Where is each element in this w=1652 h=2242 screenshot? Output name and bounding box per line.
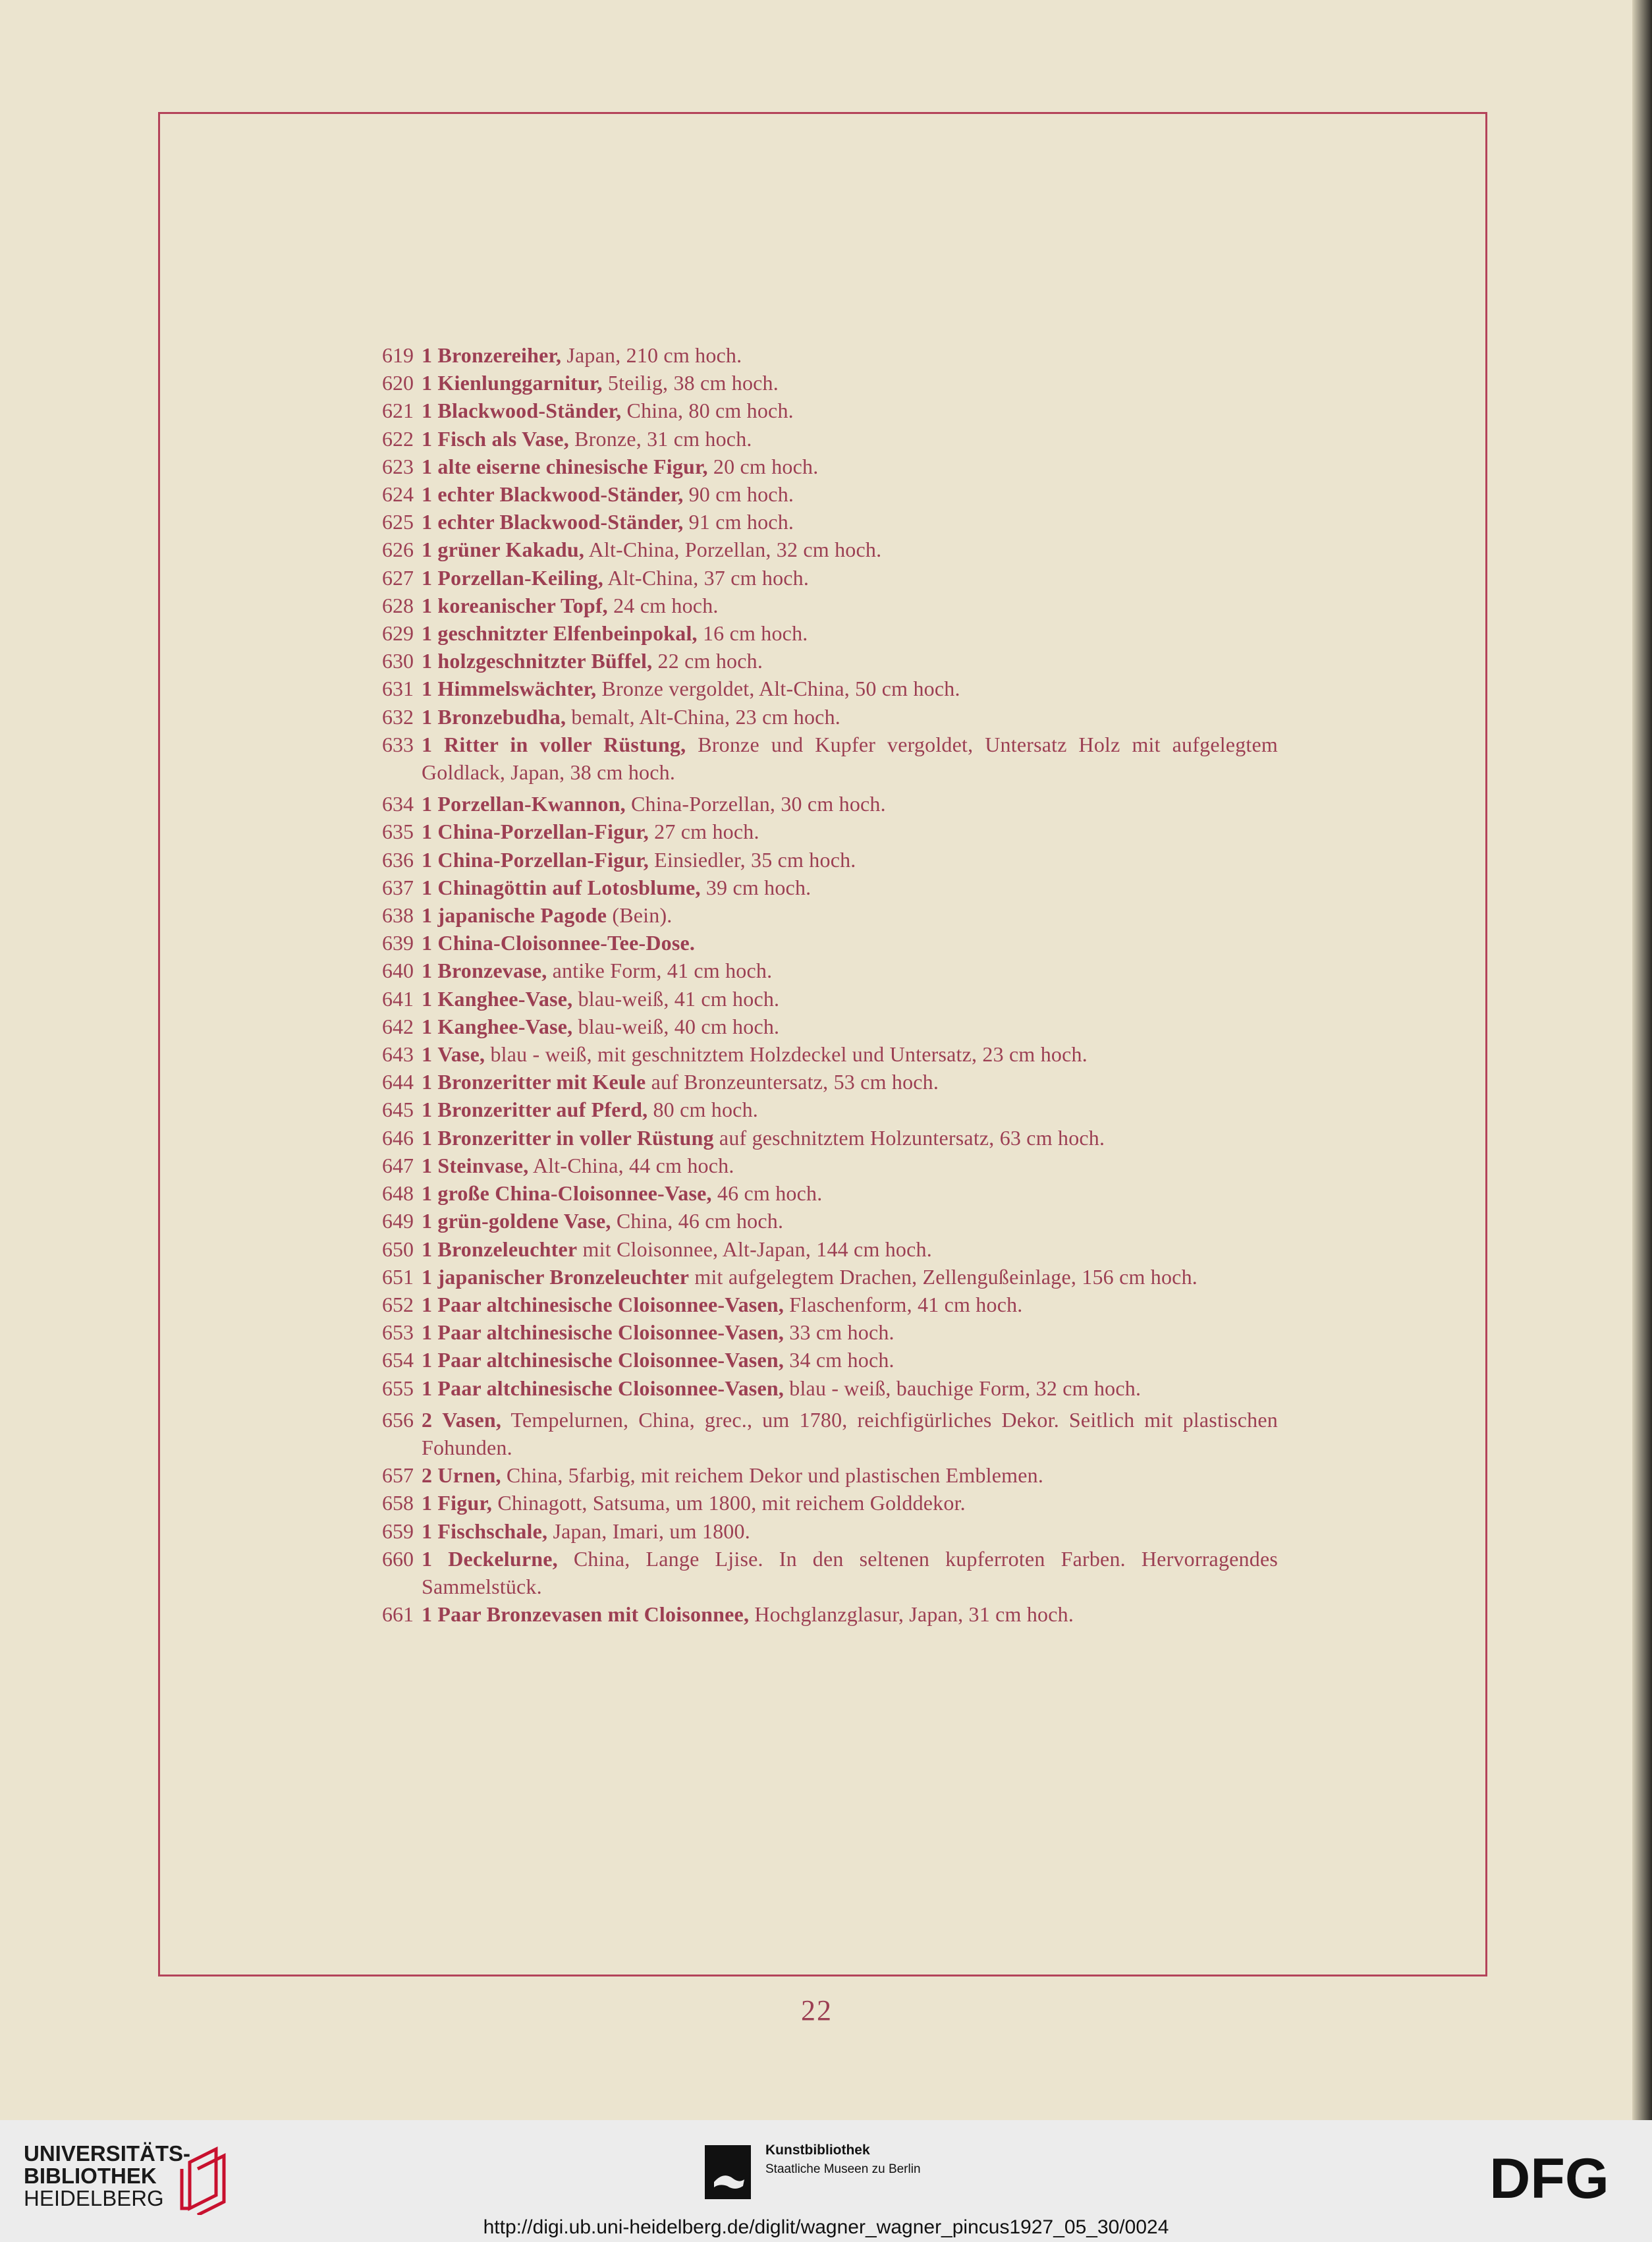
lot-quantity: 1 (422, 959, 433, 983)
lot-text (422, 985, 1278, 1013)
lot-number: 656 (382, 1407, 414, 1432)
lot-quantity: 1 (422, 1237, 433, 1261)
lot-text (422, 1179, 1278, 1207)
dfg-logo[interactable] (1470, 2152, 1628, 2204)
lot-title: Bronzereiher, (437, 343, 562, 367)
lot-title: echter Blackwood-Ständer, (437, 482, 684, 507)
lot-text (422, 397, 1278, 424)
lot-quantity: 1 (422, 1070, 433, 1094)
lot-title: Bronzeleuchter (437, 1237, 578, 1261)
lot-title: Blackwood-Ständer, (437, 399, 622, 423)
lot-number: 631 (382, 677, 414, 701)
lot-quantity: 1 (422, 1320, 433, 1345)
lot-text (422, 425, 1278, 453)
lot-quantity: 1 (422, 732, 433, 756)
lot-quantity: 1 (422, 1153, 433, 1177)
lot-text (422, 1068, 1278, 1096)
lot-text (422, 675, 1278, 702)
lot-quantity: 1 (422, 371, 433, 395)
lot-title: Steinvase, (437, 1153, 529, 1177)
lot-quantity: 1 (422, 593, 433, 617)
lot-quantity: 1 (422, 986, 433, 1011)
lot-description: Alt-China, 37 cm hoch. (607, 565, 810, 590)
lot-quantity: 1 (422, 875, 433, 899)
lot-title: Fisch als Vase, (437, 426, 569, 451)
catalog-entry (382, 453, 1278, 480)
catalog-entry (382, 1013, 1278, 1040)
lot-title: Paar altchinesische Cloisonnee-Vasen, (437, 1376, 785, 1400)
dfg-wordmark: DFG (1489, 2152, 1609, 2204)
lot-quantity: 1 (422, 482, 433, 507)
lot-text (422, 1318, 1278, 1346)
lot-text (422, 929, 1278, 957)
catalog-entry (382, 508, 1278, 536)
lot-description: blau-weiß, 41 cm hoch. (578, 986, 780, 1011)
lot-text (422, 1152, 1278, 1179)
lot-text (422, 1235, 1278, 1263)
lot-quantity: 1 (422, 621, 433, 646)
lot-quantity: 1 (422, 649, 433, 673)
catalog-entry (382, 1489, 1278, 1517)
lot-description: 91 cm hoch. (688, 510, 794, 534)
lot-quantity: 1 (422, 1546, 433, 1571)
book-edge-shadow (1632, 0, 1652, 2120)
catalog-entry (382, 929, 1278, 957)
lot-quantity: 1 (422, 1014, 433, 1038)
lot-quantity: 1 (422, 565, 433, 590)
lot-text (422, 1517, 1278, 1545)
catalog-entry (382, 1040, 1278, 1068)
lot-description: 33 cm hoch. (789, 1320, 895, 1345)
lot-title: Deckelurne, (448, 1546, 558, 1571)
catalog-entry (382, 675, 1278, 702)
lot-title: grün-goldene Vase, (437, 1209, 611, 1233)
lot-text (422, 1096, 1278, 1123)
lot-description: (Bein). (612, 903, 673, 928)
lot-description: antike Form, 41 cm hoch. (552, 959, 773, 983)
lot-text (422, 536, 1278, 563)
lot-title: Vasen, (442, 1407, 502, 1432)
lot-quantity: 1 (422, 792, 433, 816)
lot-description: 39 cm hoch. (705, 875, 812, 899)
lot-title: Himmelswächter, (437, 677, 597, 701)
lot-number: 619 (382, 343, 414, 367)
ub-heidelberg-wordmark (24, 2143, 190, 2210)
catalog-entry (382, 818, 1278, 845)
catalog-entry (382, 1096, 1278, 1123)
ub-line-3: HEIDELBERG (24, 2186, 164, 2210)
lot-number: 661 (382, 1602, 414, 1627)
catalog-entry (382, 1545, 1278, 1600)
lot-number: 660 (382, 1546, 414, 1571)
lot-quantity: 1 (422, 903, 433, 928)
catalog-entry (382, 1461, 1278, 1489)
catalog-entry (382, 703, 1278, 731)
ub-line-2: BIBLIOTHEK (24, 2164, 157, 2188)
lot-number: 623 (382, 454, 414, 478)
lot-title: Porzellan-Kwannon, (437, 792, 626, 816)
lot-number: 621 (382, 399, 414, 423)
lot-number: 659 (382, 1519, 414, 1543)
lot-text (422, 1013, 1278, 1040)
lot-title: Chinagöttin auf Lotosblume, (437, 875, 701, 899)
lot-quantity: 1 (422, 343, 433, 367)
lot-title: China-Porzellan-Figur, (437, 847, 649, 872)
lot-title: Kanghee-Vase, (437, 986, 573, 1011)
lot-number: 653 (382, 1320, 414, 1345)
lot-title: japanische Pagode (437, 903, 607, 928)
lot-quantity: 1 (422, 820, 433, 844)
catalog-entry (382, 874, 1278, 901)
lot-description: Tempelurnen, China, grec., um 1780, reichfigürliches Dekor. Seitlich mit plastischen Fohunden. (422, 1407, 1278, 1459)
catalog-entry (382, 1263, 1278, 1291)
lot-description: blau - weiß, bauchige Form, 32 cm hoch. (789, 1376, 1142, 1400)
catalog-entry (382, 1235, 1278, 1263)
lot-number: 650 (382, 1237, 414, 1261)
lot-description: 27 cm hoch. (654, 820, 759, 844)
lot-number: 643 (382, 1042, 414, 1067)
lot-description: 24 cm hoch. (613, 593, 719, 617)
lot-text (422, 790, 1278, 818)
lot-description: Bronze und Kupfer vergoldet, Untersatz Holz mit aufgelegtem Goldlack, Japan, 38 cm hoch. (422, 732, 1278, 785)
lot-number: 644 (382, 1070, 414, 1094)
lot-quantity: 1 (422, 1209, 433, 1233)
lot-title: Paar altchinesische Cloisonnee-Vasen, (437, 1292, 785, 1316)
catalog-entry (382, 619, 1278, 647)
catalog-entry (382, 564, 1278, 592)
lot-title: Ritter in voller Rüstung, (444, 732, 686, 756)
lot-number: 648 (382, 1181, 414, 1206)
lot-title: große China-Cloisonnee-Vase, (437, 1181, 712, 1206)
lot-number: 636 (382, 847, 414, 872)
catalog-entry (382, 647, 1278, 675)
lot-number: 629 (382, 621, 414, 646)
lot-description: China, Lange Ljise. In den seltenen kupferroten Farben. Hervorragendes Sammelstück. (422, 1546, 1279, 1598)
lot-quantity: 1 (422, 677, 433, 701)
lot-quantity: 2 (422, 1463, 433, 1488)
catalog-entry (382, 1374, 1278, 1402)
lot-number: 651 (382, 1264, 414, 1289)
lot-title: Porzellan-Keiling, (437, 565, 603, 590)
lot-text (422, 1346, 1278, 1374)
lot-number: 638 (382, 903, 414, 928)
catalog-entry (382, 592, 1278, 619)
lot-title: Figur, (437, 1491, 493, 1515)
catalog-entry (382, 1318, 1278, 1346)
lot-title: grüner Kakadu, (437, 538, 585, 562)
lot-number: 632 (382, 704, 414, 729)
lot-number: 649 (382, 1209, 414, 1233)
lot-title: Bronzeritter auf Pferd, (437, 1098, 648, 1122)
lot-title: Bronzeritter mit Keule (437, 1070, 646, 1094)
lot-text (422, 369, 1278, 397)
lot-text (422, 1600, 1278, 1628)
lot-number: 657 (382, 1463, 414, 1488)
lot-description: Japan, 210 cm hoch. (566, 343, 742, 367)
lot-description: mit aufgelegtem Drachen, Zellengußeinlage, 156 cm hoch. (694, 1264, 1198, 1289)
lot-quantity: 1 (422, 1181, 433, 1206)
lot-title: echter Blackwood-Ständer, (437, 510, 684, 534)
lot-quantity: 1 (422, 931, 433, 955)
lot-text (422, 874, 1278, 901)
lot-quantity: 1 (422, 1491, 433, 1515)
lot-quantity: 1 (422, 1519, 433, 1543)
lot-quantity: 1 (422, 510, 433, 534)
lot-text (422, 901, 1278, 929)
catalog-entry (382, 1346, 1278, 1374)
catalog-entry-list (382, 341, 1278, 1628)
lot-text (422, 1489, 1278, 1517)
catalog-entry (382, 1068, 1278, 1096)
lot-description: Flaschenform, 41 cm hoch. (789, 1292, 1023, 1316)
lot-text (422, 731, 1278, 786)
lot-description: bemalt, Alt-China, 23 cm hoch. (571, 704, 840, 729)
eagle-emblem-icon (705, 2145, 751, 2199)
lot-number: 630 (382, 649, 414, 673)
lot-title: Paar altchinesische Cloisonnee-Vasen, (437, 1320, 785, 1345)
lot-description: China, 46 cm hoch. (616, 1209, 784, 1233)
lot-number: 625 (382, 510, 414, 534)
lot-description: 5teilig, 38 cm hoch. (607, 371, 779, 395)
lot-text (422, 341, 1278, 369)
lot-number: 627 (382, 565, 414, 590)
lot-quantity: 1 (422, 538, 433, 562)
ub-emblem-icon (170, 2143, 236, 2215)
lot-title: holzgeschnitzter Büffel, (437, 649, 653, 673)
lot-description: 22 cm hoch. (657, 649, 763, 673)
catalog-entry (382, 1406, 1278, 1461)
lot-quantity: 1 (422, 1348, 433, 1372)
lot-text (422, 1461, 1278, 1489)
ub-line-1: UNIVERSITÄTS- (24, 2141, 191, 2166)
lot-text (422, 647, 1278, 675)
lot-title: koreanischer Topf, (437, 593, 608, 617)
lot-description: mit Cloisonnee, Alt-Japan, 144 cm hoch. (582, 1237, 932, 1261)
lot-number: 655 (382, 1376, 414, 1400)
lot-description: 16 cm hoch. (702, 621, 808, 646)
lot-quantity: 1 (422, 1042, 433, 1067)
lot-number: 647 (382, 1153, 414, 1177)
lot-quantity: 1 (422, 454, 433, 478)
catalog-entry (382, 1291, 1278, 1318)
lot-title: Bronzebudha, (437, 704, 566, 729)
catalog-entry (382, 1517, 1278, 1545)
lot-number: 641 (382, 986, 414, 1011)
lot-text (422, 508, 1278, 536)
lot-text (422, 846, 1278, 874)
catalog-entry (382, 957, 1278, 984)
lot-quantity: 1 (422, 847, 433, 872)
lot-description: blau-weiß, 40 cm hoch. (578, 1014, 780, 1038)
catalog-entry (382, 1179, 1278, 1207)
lot-number: 622 (382, 426, 414, 451)
lot-number: 635 (382, 820, 414, 844)
lot-text (422, 480, 1278, 508)
catalog-entry (382, 985, 1278, 1013)
lot-text (422, 703, 1278, 731)
lot-description: 46 cm hoch. (717, 1181, 823, 1206)
lot-title: Kanghee-Vase, (437, 1014, 573, 1038)
lot-text (422, 564, 1278, 592)
kunstbibliothek-subtitle: Staatliche Museen zu Berlin (765, 2162, 921, 2176)
page-number: 22 (801, 1994, 833, 2027)
catalog-entry (382, 790, 1278, 818)
lot-title: Urnen, (437, 1463, 501, 1488)
lot-description: blau - weiß, mit geschnitztem Holzdeckel und Untersatz, 23 cm hoch. (490, 1042, 1088, 1067)
lot-quantity: 1 (422, 1264, 433, 1289)
lot-text (422, 453, 1278, 480)
lot-description: China-Porzellan, 30 cm hoch. (631, 792, 886, 816)
lot-number: 639 (382, 931, 414, 955)
lot-description: Bronze, 31 cm hoch. (574, 426, 752, 451)
lot-text (422, 1124, 1278, 1152)
lot-text (422, 592, 1278, 619)
lot-number: 628 (382, 593, 414, 617)
lot-number: 645 (382, 1098, 414, 1122)
lot-description: Hochglanzglasur, Japan, 31 cm hoch. (754, 1602, 1074, 1627)
lot-title: China-Porzellan-Figur, (437, 820, 649, 844)
lot-description: Alt-China, Porzellan, 32 cm hoch. (588, 538, 882, 562)
lot-description: Japan, Imari, um 1800. (553, 1519, 750, 1543)
permalink-url[interactable]: http://digi.ub.uni-heidelberg.de/diglit/wagner_wagner_pincus1927_05_30/0024 (483, 2216, 1169, 2238)
kunstbibliothek-name: Kunstbibliothek (765, 2143, 870, 2158)
lot-number: 626 (382, 538, 414, 562)
lot-number: 654 (382, 1348, 414, 1372)
viewer-footer (0, 2120, 1652, 2242)
lot-quantity: 2 (422, 1407, 433, 1432)
lot-description: 80 cm hoch. (653, 1098, 758, 1122)
lot-description: 20 cm hoch. (713, 454, 819, 478)
catalog-entry (382, 1124, 1278, 1152)
lot-number: 624 (382, 482, 414, 507)
catalog-entry (382, 1152, 1278, 1179)
lot-text (422, 1207, 1278, 1235)
lot-description: 90 cm hoch. (688, 482, 794, 507)
catalog-entry (382, 480, 1278, 508)
lot-title: geschnitzter Elfenbeinpokal, (437, 621, 698, 646)
catalog-entry (382, 1207, 1278, 1235)
catalog-entry (382, 846, 1278, 874)
lot-title: Kienlunggarnitur, (437, 371, 603, 395)
lot-quantity: 1 (422, 1602, 433, 1627)
lot-quantity: 1 (422, 1125, 433, 1150)
lot-description: auf geschnitztem Holzuntersatz, 63 cm hoch. (719, 1125, 1105, 1150)
lot-title: japanischer Bronzeleuchter (437, 1264, 690, 1289)
lot-text (422, 1545, 1278, 1600)
lot-quantity: 1 (422, 1098, 433, 1122)
lot-title: Fischschale, (437, 1519, 548, 1543)
lot-number: 633 (382, 732, 414, 756)
catalog-entry (382, 425, 1278, 453)
lot-title: Paar Bronzevasen mit Cloisonnee, (437, 1602, 750, 1627)
lot-title: alte eiserne chinesische Figur, (437, 454, 708, 478)
lot-description: Chinagott, Satsuma, um 1800, mit reichem Golddekor. (497, 1491, 966, 1515)
catalog-entry (382, 536, 1278, 563)
lot-description: Einsiedler, 35 cm hoch. (654, 847, 856, 872)
kunstbibliothek-logo[interactable] (705, 2141, 968, 2200)
lot-number: 637 (382, 875, 414, 899)
catalog-entry (382, 901, 1278, 929)
lot-text (422, 619, 1278, 647)
lot-number: 652 (382, 1292, 414, 1316)
lot-text (422, 1291, 1278, 1318)
lot-title: Paar altchinesische Cloisonnee-Vasen, (437, 1348, 785, 1372)
lot-quantity: 1 (422, 1376, 433, 1400)
lot-number: 634 (382, 792, 414, 816)
lot-description: Bronze vergoldet, Alt-China, 50 cm hoch. (601, 677, 960, 701)
lot-text (422, 1406, 1278, 1461)
lot-number: 658 (382, 1491, 414, 1515)
lot-text (422, 1040, 1278, 1068)
lot-description: China, 5farbig, mit reichem Dekor und plastischen Emblemen. (506, 1463, 1044, 1488)
catalog-entry (382, 341, 1278, 369)
lot-quantity: 1 (422, 1292, 433, 1316)
catalog-entry (382, 731, 1278, 786)
lot-number: 620 (382, 371, 414, 395)
lot-quantity: 1 (422, 426, 433, 451)
lot-quantity: 1 (422, 704, 433, 729)
catalog-entry (382, 1600, 1278, 1628)
lot-text (422, 1263, 1278, 1291)
lot-title: Vase, (437, 1042, 485, 1067)
lot-number: 646 (382, 1125, 414, 1150)
lot-description: auf Bronzeuntersatz, 53 cm hoch. (651, 1070, 939, 1094)
ub-heidelberg-logo[interactable] (24, 2143, 241, 2215)
lot-description: Alt-China, 44 cm hoch. (532, 1153, 734, 1177)
lot-text (422, 1374, 1278, 1402)
lot-title: Bronzeritter in voller Rüstung (437, 1125, 714, 1150)
lot-description: China, 80 cm hoch. (626, 399, 794, 423)
lot-text (422, 818, 1278, 845)
lot-number: 642 (382, 1014, 414, 1038)
lot-text (422, 957, 1278, 984)
lot-title: Bronzevase, (437, 959, 547, 983)
lot-number: 640 (382, 959, 414, 983)
catalog-entry (382, 397, 1278, 424)
catalog-entry (382, 369, 1278, 397)
lot-description: 34 cm hoch. (789, 1348, 895, 1372)
lot-quantity: 1 (422, 399, 433, 423)
lot-title: China-Cloisonnee-Tee-Dose. (437, 931, 696, 955)
